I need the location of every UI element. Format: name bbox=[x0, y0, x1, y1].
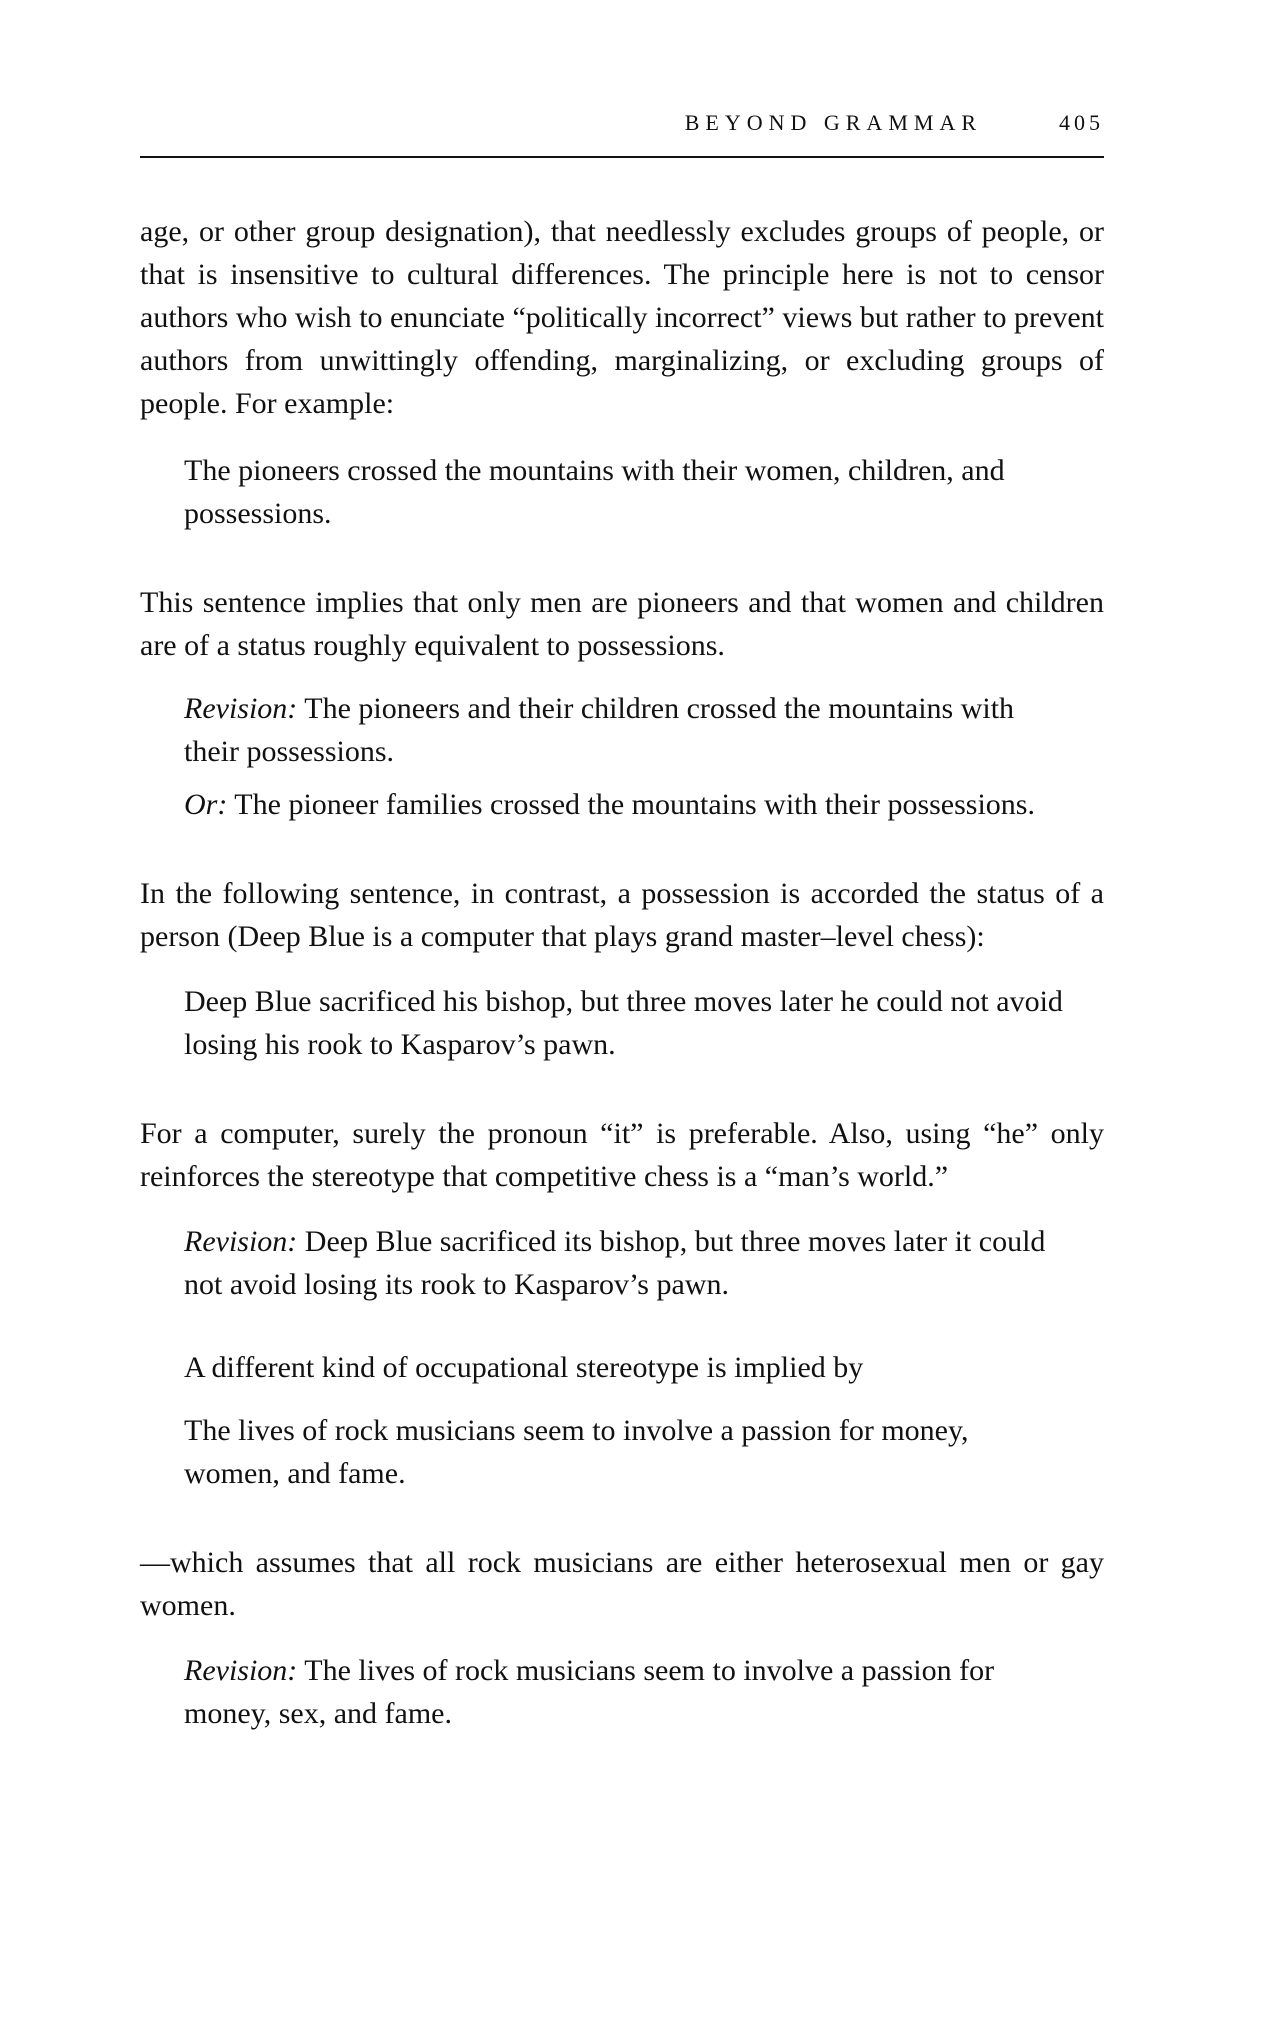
revision-1 bbox=[140, 687, 1064, 773]
page-number: 405 bbox=[1059, 110, 1104, 135]
revision-text: The lives of rock musicians seem to involve a passion for money, sex, and fame. bbox=[184, 1654, 995, 1730]
body-paragraph-5: A different kind of occupational stereotype is implied by bbox=[184, 1351, 864, 1384]
example-sentence-1: The pioneers crossed the mountains with their women, children, and possessions. bbox=[184, 454, 1005, 530]
revision-label: Revision: bbox=[184, 692, 298, 725]
revision-3 bbox=[140, 1649, 1064, 1735]
body-paragraph-6: —which assumes that all rock musicians are either heterosexual men or gay women. bbox=[140, 1546, 1104, 1622]
running-title: BEYOND GRAMMAR bbox=[684, 110, 982, 135]
or-text: The pioneer families crossed the mountains with their possessions. bbox=[227, 788, 1035, 821]
revision-label: Revision: bbox=[184, 1225, 298, 1258]
revision-text: The pioneers and their children crossed the mountains with their possessions. bbox=[184, 692, 1015, 768]
revision-text: Deep Blue sacrificed its bishop, but three moves later it could not avoid losing its rook to Kasparov’s pawn. bbox=[184, 1225, 1046, 1301]
revision-label: Revision: bbox=[184, 1654, 298, 1687]
revision-alternative bbox=[140, 783, 1064, 826]
example-sentence-2: Deep Blue sacrificed his bishop, but three moves later he could not avoid losing his rook to Kasparov’s pawn. bbox=[184, 985, 1063, 1061]
page-body bbox=[140, 210, 1104, 1735]
or-label: Or: bbox=[184, 788, 228, 821]
body-paragraph-2: This sentence implies that only men are pioneers and that women and children are of a status roughly equivalent to possessions. bbox=[140, 586, 1104, 662]
body-paragraph-4: For a computer, surely the pronoun “it” is preferable. Also, using “he” only reinforces the stereotype that competitive chess is a “man’s world.” bbox=[140, 1117, 1104, 1193]
body-paragraph-1: age, or other group designation), that needlessly excludes groups of people, or that is insensitive to cultural differences. The principle here is not to censor authors who wish to enunciate “politically incorrect” views but rather to prevent authors from unwittingly offending, marginalizing, or excluding groups of people. For example: bbox=[140, 215, 1104, 420]
example-sentence-3: The lives of rock musicians seem to involve a passion for money, women, and fame. bbox=[184, 1414, 969, 1490]
body-paragraph-3: In the following sentence, in contrast, a possession is accorded the status of a person (Deep Blue is a computer that plays grand master–level chess): bbox=[140, 877, 1104, 953]
revision-2 bbox=[140, 1220, 1064, 1306]
running-header bbox=[140, 108, 1104, 158]
